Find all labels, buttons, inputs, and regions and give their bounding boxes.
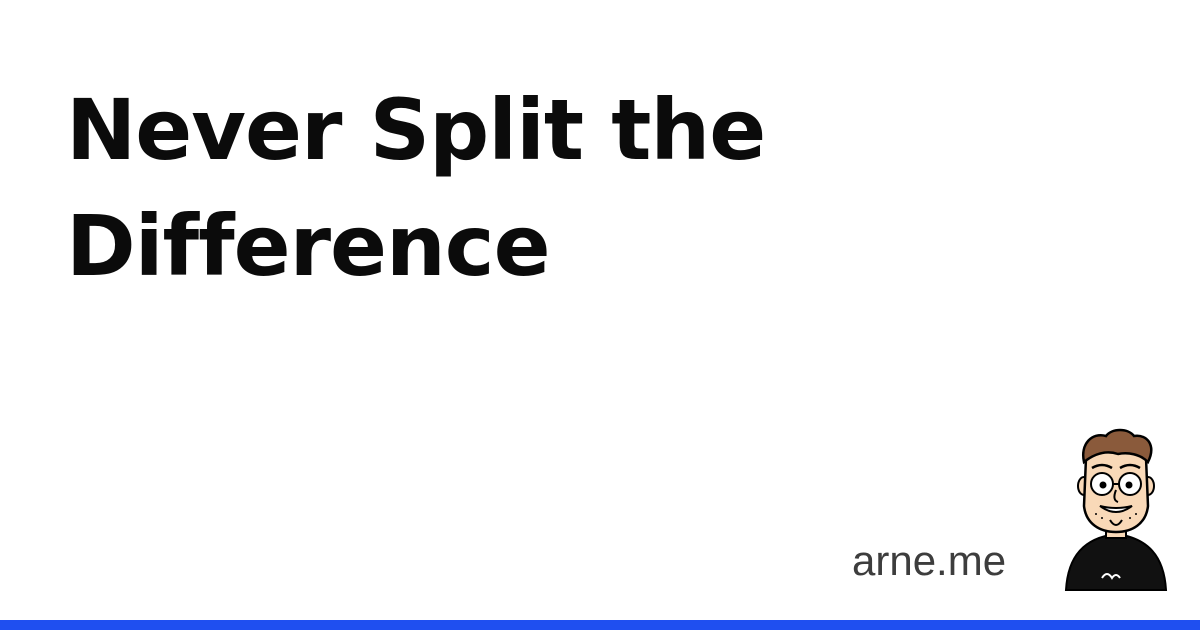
page-title: Never Split the Difference [66,81,766,295]
avatar-eye-left [1100,482,1107,489]
avatar-stubble [1135,513,1137,515]
avatar-stubble [1101,517,1103,519]
avatar-stubble [1095,513,1097,515]
avatar-icon [1062,428,1170,594]
site-domain: arne.me [852,537,1007,584]
accent-bar [0,620,1200,630]
avatar-shirt [1066,534,1166,590]
avatar-eye-right [1126,482,1133,489]
avatar-stubble [1129,517,1131,519]
